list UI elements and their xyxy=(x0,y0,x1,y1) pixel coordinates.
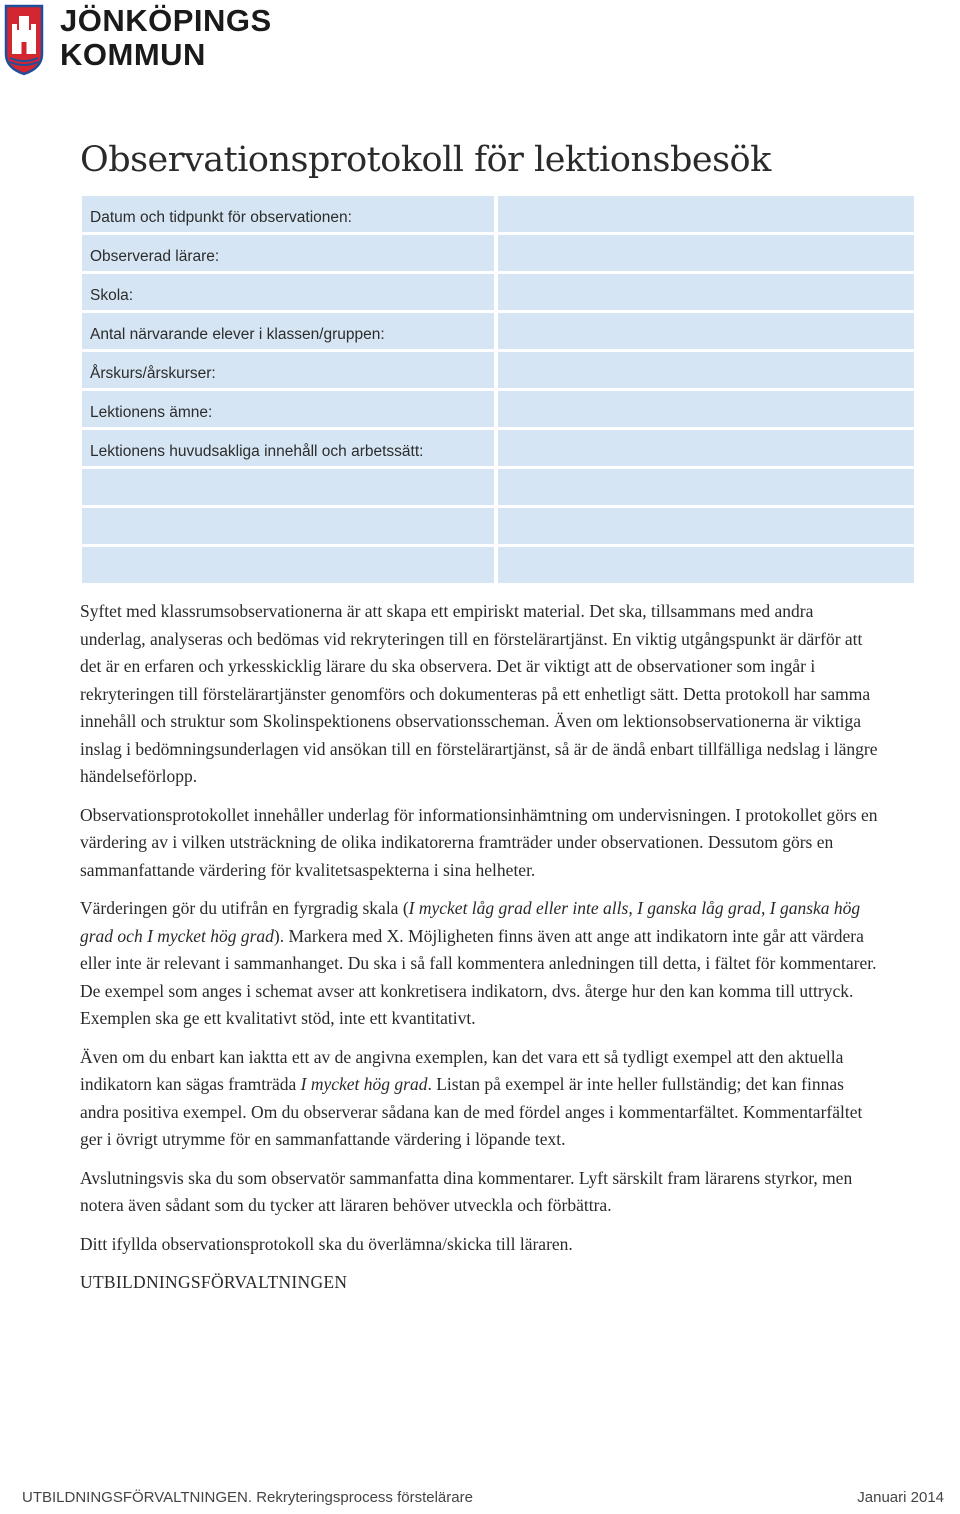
form-row xyxy=(82,196,914,232)
form-field-label xyxy=(82,547,494,583)
form-field-input[interactable] xyxy=(498,235,914,271)
form-row xyxy=(82,469,914,505)
form-field-input[interactable] xyxy=(498,547,914,583)
form-field-label: Observerad lärare: xyxy=(82,235,494,271)
form-field-label: Antal närvarande elever i klassen/gruppen: xyxy=(82,313,494,349)
form-row xyxy=(82,352,914,388)
form-field-label: Årskurs/årskurser: xyxy=(82,352,494,388)
form-field-input[interactable] xyxy=(498,508,914,544)
paragraph-protocol-content: Observationsprotokollet innehåller underlag för informationsinhämtning om undervisningen. I protokollet görs en värdering av i vilken utsträckning de olika indikatorerna framträder under observationen. Dessutom görs en sammanfattande värdering för kvalitetsaspekterna i sina helheter. xyxy=(80,804,878,880)
paragraph-examples: Även om du enbart kan iaktta ett av de angivna exemplen, kan det vara ett så tydligt exempel att den aktuella indikatorn kan sägas framträda I mycket hög grad. Listan på exempel är inte heller fullständig; det kan finnas andra positiva exempel. Om du observerar sådana kan de med fördel anges i kommentarfältet. Kommentarfältet ger i övrigt utrymme för en sammanfattande värdering i löpande text. xyxy=(80,1046,863,1149)
form-field-input[interactable] xyxy=(498,469,914,505)
form-field-input[interactable] xyxy=(498,391,914,427)
paragraph-rating-scale: Värderingen gör du utifrån en fyrgradig skala (I mycket låg grad eller inte alls, I ganska låg grad, I ganska hög grad och I mycket hög grad). Markera med X. Möjligheten finns även att ange att indikatorn inte går att värdera eller inte är relevant i sammanhanget. Du ska i så fall kommentera anledningen till detta, i fältet för kommentarer. De exempel som anges i schemat avser att konkretisera indikatorn, dvs. återge hur den kan komma till uttryck. Exemplen ska ge ett kvalitativt stöd, inte ett kvantitativt. xyxy=(80,898,877,1028)
form-row xyxy=(82,313,914,349)
form-field-input[interactable] xyxy=(498,313,914,349)
form-field-label: Skola: xyxy=(82,274,494,310)
form-row xyxy=(82,274,914,310)
org-name-line-1: JÖNKÖPINGS xyxy=(60,3,272,38)
form-row xyxy=(82,235,914,271)
page-title: Observationsprotokoll för lektionsbesök xyxy=(80,140,771,180)
form-field-label: Lektionens huvudsakliga innehåll och arbetssätt: xyxy=(82,430,494,466)
signature: UTBILDNINGSFÖRVALTNINGEN xyxy=(80,1272,348,1292)
form-field-input[interactable] xyxy=(498,196,914,232)
org-name-line-2: KOMMUN xyxy=(60,37,206,72)
form-field-label: Lektionens ämne: xyxy=(82,391,494,427)
form-field-label: Datum och tidpunkt för observationen: xyxy=(82,196,494,232)
form-field-label xyxy=(82,469,494,505)
footer-date: Januari 2014 xyxy=(857,1489,944,1506)
form-row xyxy=(82,547,914,583)
form-field-input[interactable] xyxy=(498,430,914,466)
observation-form xyxy=(82,196,914,586)
form-row xyxy=(82,508,914,544)
instructions-text xyxy=(80,598,880,1308)
footer-left: UTBILDNINGSFÖRVALTNINGEN. Rekryteringsprocess förstelärare xyxy=(22,1489,473,1506)
form-field-label xyxy=(82,508,494,544)
form-row xyxy=(82,430,914,466)
coat-of-arms-icon xyxy=(4,4,44,76)
form-field-input[interactable] xyxy=(498,352,914,388)
form-row xyxy=(82,391,914,427)
paragraph-summary: Avslutningsvis ska du som observatör sammanfatta dina kommentarer. Lyft särskilt fram lärarens styrkor, men notera även sådant som du tycker att läraren behöver utveckla och förbättra. xyxy=(80,1167,853,1215)
page-footer xyxy=(22,1489,944,1506)
organization-name xyxy=(60,4,272,72)
paragraph-submit: Ditt ifyllda observationsprotokoll ska du överlämna/skicka till läraren. xyxy=(80,1233,573,1254)
municipality-logo xyxy=(4,4,272,76)
paragraph-purpose: Syftet med klassrumsobservationerna är att skapa ett empiriskt material. Det ska, tillsammans med andra underlag, analyseras och bedömas vid rekryteringen till en förstelärartjänst. En viktig utgångspunkt är därför att det är en erfaren och yrkesskicklig lärare du ska observera. Det är viktigt att de observationer som ingår i rekryteringen till förstelärartjänster genomförs och dokumenteras på ett enhetligt sätt. Detta protokoll har samma innehåll och struktur som Skolinspektionens observationsscheman. Även om lektionsobservationerna är viktiga inslag i bedömningsunderlagen vid ansökan till en förstelärartjänst, så är de ändå enbart tillfälliga nedslag i längre händelseförlopp. xyxy=(80,601,878,786)
form-field-input[interactable] xyxy=(498,274,914,310)
